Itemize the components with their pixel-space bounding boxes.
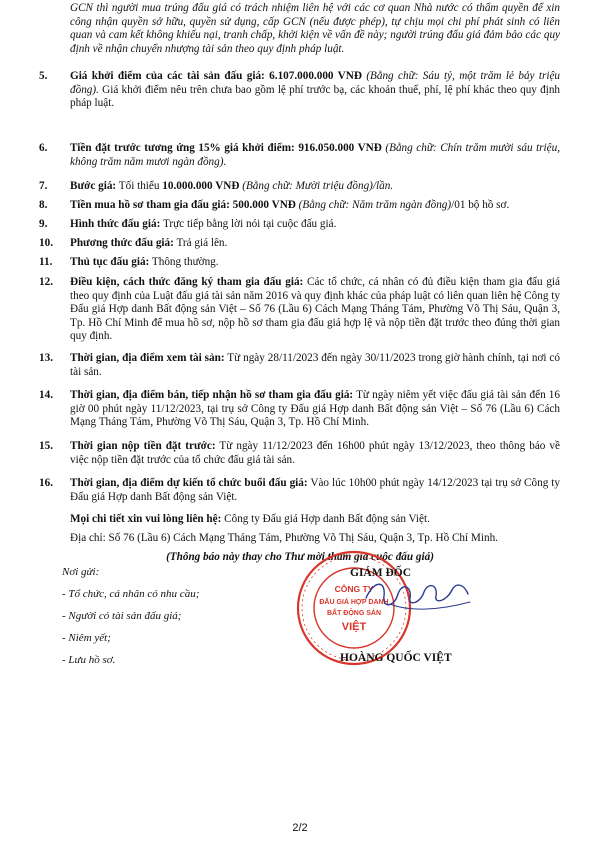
contact-company: Công ty Đấu giá Hợp danh Bất động sản Việt. — [224, 513, 430, 525]
item-number: 15. — [39, 440, 53, 452]
item-text: Từ ngày 11/12/2023 đến 16h00 phút ngày 13/12/2023, theo thông báo về việc nộp tiền đặt trước của tổ chức đấu giá tài sản. — [70, 440, 560, 466]
item-value: 916.050.000 VNĐ — [298, 142, 382, 154]
item-text: Từ ngày niêm yết việc đấu giá tài sản đến 16 giờ 00 phút ngày 11/12/2023, tại trụ sở Công ty Đấu giá Hợp danh Bất động sản Việt – Số 76 (Lầu 6) Cách Mạng Tháng Tám, Phường Võ Thị Sáu, Quận 3, Tp. Hồ Chí Minh. — [70, 389, 560, 429]
item-note: Giá khởi điểm nêu trên chưa bao gồm lệ phí trước bạ, các khoản thuế, phí, lệ phí khác theo quy định pháp luật. — [70, 83, 561, 110]
item-value-words: (Bằng chữ: Chín trăm mười sáu triệu, không trăm năm mươi ngàn đồng). — [70, 142, 561, 168]
item-number: 11. — [39, 256, 53, 268]
item-label: Giá khởi điểm của các tài sản đấu giá: — [70, 70, 265, 82]
signature-title: GIÁM ĐỐC — [350, 567, 412, 579]
item-value-words: (Bằng chữ: Năm trăm ngàn đồng) — [298, 199, 452, 211]
seal-text-4: VIỆT — [341, 621, 367, 633]
item-number: 6. — [39, 142, 48, 154]
item-label: Thời gian, địa điểm xem tài sản: — [70, 352, 225, 364]
item-value-words: (Bằng chữ: Mười triệu đồng)/lần. — [242, 180, 394, 192]
item-number: 13. — [39, 352, 53, 364]
item-label: Bước giá: — [70, 180, 117, 192]
item-label: Phương thức đấu giá: — [70, 237, 174, 249]
seal-text-2: ĐẤU GIÁ HỢP DANH — [319, 599, 389, 606]
recipient-item: - Người có tài sản đấu giá; — [62, 610, 182, 622]
item-price-step — [39, 180, 560, 194]
item-starting-price — [39, 70, 560, 111]
item-label: Hình thức đấu giá: — [70, 218, 161, 230]
item-procedure — [39, 256, 560, 270]
item-number: 8. — [39, 199, 48, 211]
intro-line: GCN thì người mua trúng đấu giá có trách nhiệm liên hệ với các cơ quan Nhà nước có thẩm quyền — [70, 2, 529, 14]
item-text: Tối thiểu — [118, 180, 160, 192]
item-number: 9. — [39, 218, 48, 230]
item-deposit-time — [39, 440, 560, 467]
item-number: 10. — [39, 237, 53, 249]
item-text: Từ ngày 28/11/2023 đến ngày 30/11/2023 trong giờ hành chính, tại nơi có tài sản. — [70, 352, 560, 378]
seal-text-3: BẤT ĐỘNG SẢN — [326, 610, 382, 617]
item-label: Thời gian nộp tiền đặt trước: — [70, 440, 216, 452]
item-number: 7. — [39, 180, 48, 192]
item-value: 10.000.000 VNĐ — [162, 180, 240, 192]
item-label: Thời gian, địa điểm bán, tiếp nhận hồ sơ tham gia đấu giá: — [70, 389, 354, 401]
item-auction-method — [39, 237, 560, 251]
item-auction-form — [39, 218, 560, 232]
item-label: Tiền mua hồ sơ tham gia đấu giá: — [70, 199, 230, 211]
recipient-item: - Tổ chức, cá nhân có nhu cầu; — [62, 588, 200, 600]
item-text: Các tổ chức, cá nhân có đủ điều kiện tham gia đấu giá theo quy định của Luật đấu giá tài sản năm 2016 và quy định khác của pháp luật có liên quan liên hệ Công ty Đấu giá Hợp danh Bất động sản Việt – Số 76 (Lầu 6) Cách Mạng Tháng Tám, Phường Võ Thị Sáu, Quận 3, Tp. Hồ Chí Minh để mua hồ sơ, nộp hồ sơ tham gia đấu giá hợp lệ và nộp tiền đặt trước theo đúng thời gian quy định. — [70, 276, 560, 343]
item-value-words: (Bằng chữ: Sáu tỷ, một trăm lẻ bảy triệu đồng). — [70, 70, 561, 96]
intro-line: để xin công nhận quyền sở hữu, quyền sử dụng, cấp GCN (nếu được phép), tự chịu mọi chi phí phát — [70, 2, 560, 28]
recipients-title: Nơi gửi: — [62, 566, 100, 578]
item-registration-conditions — [39, 276, 560, 344]
item-label: Thủ tục đấu giá: — [70, 256, 150, 268]
recipients-block — [62, 566, 199, 676]
item-deposit — [39, 142, 560, 169]
seal-text-1: CÔNG TY — [334, 584, 374, 594]
item-auction-time — [39, 477, 560, 504]
notice-text: (Thông báo này thay cho Thư mời tham gia cuộc đấu giá) — [166, 551, 434, 563]
item-text: Thông thường. — [151, 256, 219, 268]
item-dossier-fee — [39, 199, 560, 213]
item-tail: /01 bộ hồ sơ. — [451, 199, 510, 211]
item-number: 5. — [39, 70, 48, 82]
item-text: Trực tiếp bằng lời nói tại cuộc đấu giá. — [162, 218, 337, 230]
signatory-name: HOÀNG QUỐC VIỆT — [340, 652, 452, 664]
item-number: 12. — [39, 276, 53, 288]
intro-line: sinh có liên quan và cam kết không khiếu nại, tranh chấp, khởi kiện về vấn đề này; người trúng đấu — [70, 15, 560, 42]
item-label: Điều kiện, cách thức đăng ký tham gia đấu giá: — [70, 276, 304, 288]
contact-address: Địa chỉ: Số 76 (Lầu 6) Cách Mạng Tháng Tám, Phường Võ Thị Sáu, Quận 3, Tp. Hồ Chí Minh. — [70, 532, 498, 544]
signature-stroke — [366, 584, 468, 605]
item-viewing-time — [39, 352, 560, 379]
recipient-item: - Niêm yết; — [62, 632, 111, 644]
page-number: 2/2 — [292, 822, 308, 834]
recipient-item: - Lưu hồ sơ. — [62, 654, 116, 666]
intro-line: giá đảm bảo các quy định về nhận chuyển nhượng tài sản theo quy định pháp luật. — [70, 29, 560, 55]
item-value: 6.107.000.000 VNĐ — [269, 70, 362, 82]
signature-underline — [390, 602, 470, 609]
intro-paragraph — [70, 2, 560, 56]
contact-line — [70, 513, 560, 527]
contact-label: Mọi chi tiết xin vui lòng liên hệ: — [70, 513, 222, 525]
item-number: 16. — [39, 477, 53, 489]
item-label: Tiền đặt trước tương ứng 15% giá khởi điểm: — [70, 142, 295, 154]
item-text: Trả giá lên. — [176, 237, 228, 249]
item-value: 500.000 VNĐ — [232, 199, 296, 211]
item-label: Thời gian, địa điểm dự kiến tổ chức buổi đấu giá: — [70, 477, 308, 489]
item-number: 14. — [39, 389, 53, 401]
item-dossier-sale-time — [39, 389, 560, 430]
item-text: Vào lúc 10h00 phút ngày 14/12/2023 tại trụ sở Công ty Đấu giá Hợp danh Bất động sản Việt. — [70, 477, 560, 503]
